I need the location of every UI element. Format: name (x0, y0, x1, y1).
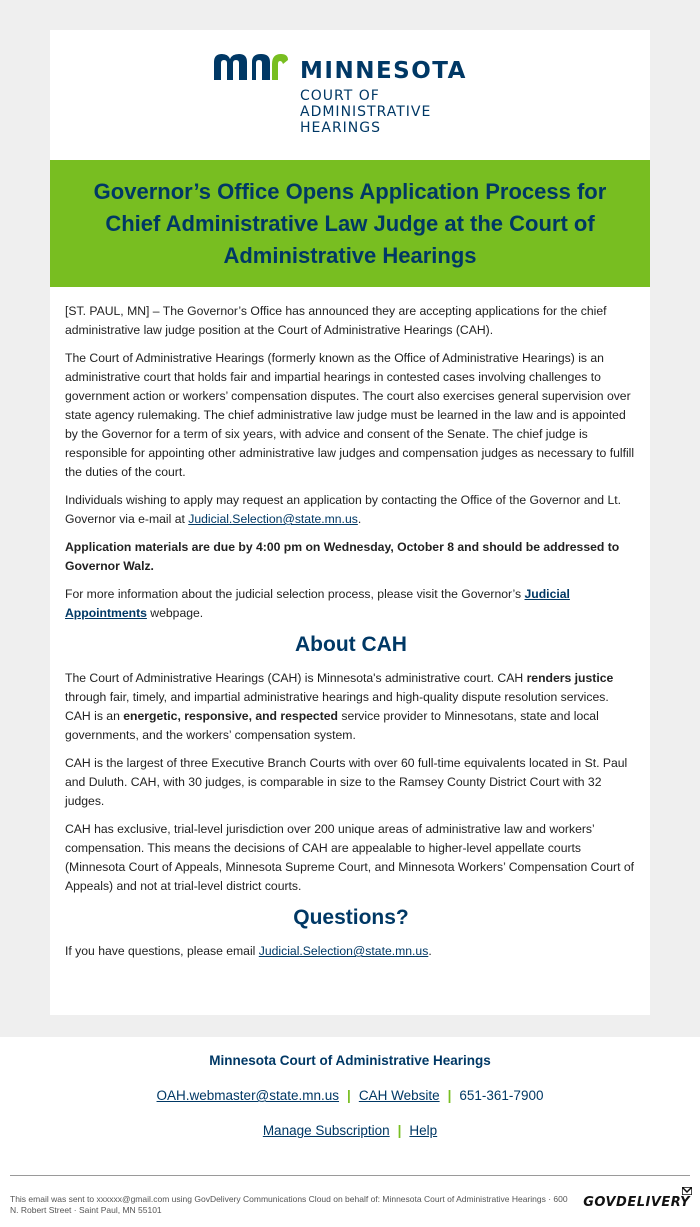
divider (10, 1175, 690, 1176)
questions-heading: Questions? (293, 906, 409, 929)
logo-header (50, 30, 650, 160)
logo-subtitle-line: COURT OF (300, 88, 380, 104)
logo-subtitle-line: ADMINISTRATIVE (300, 104, 432, 120)
webmaster-email-link[interactable]: OAH.webmaster@state.mn.us (156, 1088, 340, 1103)
cah-website-link[interactable]: CAH Website (358, 1088, 440, 1103)
paragraph: The Court of Administrative Hearings (formerly known as the Office of Administrative Hearings) is an administrative court that holds fair and impartial hearings in contested cases involving challenges to government action or workers’ compensation disputes. The court also exercises general supervision over state agency rulemaking. The chief administrative law judge must be learned in the law and is appointed by the Governor for a term of six years, with advice and consent of the Senate. The chief judge is responsible for appointing other administrative law judges and compensation judges as necessary to fulfill the duties of the court. (65, 351, 635, 479)
headline-banner (50, 160, 650, 287)
judicial-appointments-link[interactable]: Judicial Appointments (65, 587, 570, 620)
separator: | (347, 1088, 351, 1103)
article-body (65, 302, 637, 970)
footer-links-row (0, 1123, 700, 1138)
paragraph: For more information about the judicial selection process, please visit the Governor’s Judicial Appointments webpage. (65, 587, 570, 620)
minnesota-mn-logo-icon (212, 52, 290, 82)
footer-contact-row (0, 1088, 700, 1103)
manage-subscription-link[interactable]: Manage Subscription (262, 1123, 390, 1138)
phone-number: 651-361-7900 (459, 1088, 544, 1103)
email-link[interactable]: Judicial.Selection@state.mn.us (188, 512, 358, 526)
paragraph: [ST. PAUL, MN] – The Governor’s Office has announced they are accepting applications for the chief administrative law judge position at the Court of Administrative Hearings (CAH). (65, 304, 607, 337)
separator: | (397, 1123, 402, 1138)
paragraph: The Court of Administrative Hearings (CAH) is Minnesota's administrative court. CAH renders justice through fair, timely, and impartial administrative hearings and high-quality dispute resolution services. CAH is an energetic, responsive, and respected service provider to Minnesotans, state and local governments, and the workers’ compensation system. (65, 671, 614, 742)
logo-title: MINNESOTA (300, 58, 467, 84)
separator: | (447, 1088, 452, 1103)
govdelivery-envelope-icon (682, 1187, 692, 1195)
paragraph: If you have questions, please email Judicial.Selection@state.mn.us. (65, 944, 432, 958)
help-link[interactable]: Help (409, 1123, 438, 1138)
email-card (50, 30, 650, 1015)
logo-subtitle-line: HEARINGS (300, 120, 382, 136)
about-heading: About CAH (295, 633, 407, 656)
paragraph: CAH is the largest of three Executive Branch Courts with over 60 full-time equivalents located in St. Paul and Duluth. CAH, with 30 judges, is comparable in size to the Ramsey County District Court with 32 judges. (65, 756, 628, 808)
paragraph: Individuals wishing to apply may request an application by contacting the Office of the Governor and Lt. Governor via e-mail at Judicial.Selection@state.mn.us. (65, 493, 621, 526)
govdelivery-logo: GOVDELIVERY (583, 1195, 690, 1210)
footer (0, 1037, 700, 1227)
fine-print: This email was sent to xxxxxx@gmail.com using GovDelivery Communications Cloud on behalf of: Minnesota Court of Administrative Hearings · 600 N. Robert Street · Saint Paul, MN 55101 (10, 1194, 568, 1215)
questions-email-link[interactable]: Judicial.Selection@state.mn.us (258, 944, 429, 958)
footer-org-name: Minnesota Court of Administrative Hearings (209, 1053, 491, 1068)
deadline-paragraph: Application materials are due by 4:00 pm on Wednesday, October 8 and should be addressed to Governor Walz. (65, 540, 620, 573)
paragraph: CAH has exclusive, trial-level jurisdiction over 200 unique areas of administrative law and workers’ compensation. This means the decisions of CAH are appealable to higher-level appellate courts (Minnesota Court of Appeals, Minnesota Supreme Court, and Minnesota Workers’ Compensation Court of Appeals) and not at trial-level district courts. (65, 822, 635, 893)
headline: Governor’s Office Opens Application Process for Chief Administrative Law Judge at the Court of Administrative Hearings (93, 178, 607, 268)
logo-subtitle (300, 88, 431, 136)
